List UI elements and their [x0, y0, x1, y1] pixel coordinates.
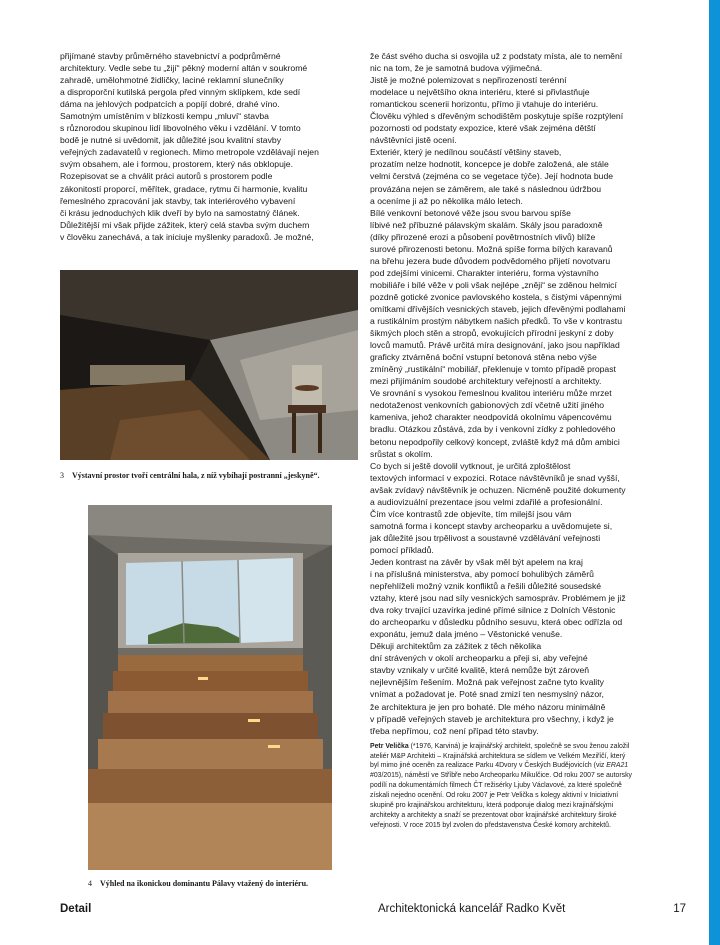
- left-paragraph-1: přijímané stavby průměrného stavebnictví a podprůměrné architektury. Vedle sebe tu „žijí“ pěkný moderní altán v soukromé zahradě, umělohmotné židličky, laciné reklamní slunečníky a disproporční kutilská pergola před vinným sklípkem, kde sedí dáma na jehlových podpatcích a popíjí dobré, drahé víno.: [60, 51, 308, 110]
- figure-3-photo: [60, 270, 358, 460]
- figure-4-caption-text: Výhled na ikonickou dominantu Pálavy vtažený do interiéru.: [100, 879, 309, 888]
- left-paragraph-3: Rozepisovat se a chválit práci autorů s prostorem podle zákonitostí proporcí, měřítek, gradace, rytmu či harmonie, kvalitu řemeslného zpracování jak stavby, tak interiérového vybavení či krásu jednoduchých klik dveří by bylo na samostatný článek. Důležitější mi však přijde zážitek, který celá stavba svým duchem v člověku zanechává, a tak iniciuje myšlenky paradoxů. Je možné,: [60, 171, 314, 242]
- right-paragraph-1: že část svého ducha si osvojila už z podstaty místa, ale to nemění nic na tom, že je samotná budova výjimečná.: [370, 51, 623, 74]
- right-column: [370, 50, 688, 831]
- right-paragraph-2: Jistě je možné polemizovat s nepřirozeností terénní modelace u největšího okna interiéru, které si přivlastňuje romantickou scenerii horizontu, přímo ji vtahuje do interiéru. Člověku výhled s dřevěným schodištěm poskytuje spíše rozptýlení pozornosti od podstaty expozice, které však zejména dětští návštěvníci jistě ocení.: [370, 75, 624, 146]
- figure-4-number: 4: [88, 879, 92, 888]
- footer-firm-name: Architektonická kancelář Radko Květ: [378, 903, 566, 915]
- author-bio-text-a: (*1976, Karviná) je krajinářský architekt, společně se svou ženou založil ateliér M&P Architekti – Krajinářská architektura se sídlem ve Velkém Meziříčí, který byl mimo jiné oceněn za realizace Parku 4Dvory v Českých Budějovicích (viz: [370, 742, 630, 770]
- figure-3-number: 3: [60, 471, 64, 480]
- right-paragraph-3: Exteriér, který je nedílnou součástí většiny staveb, prozatím nelze hodnotit, koncepce je dobře založená, ale stále velmi čerstvá (zejména co se vegetace týče). Její hodnota bude provázána nejen se záměrem, ale také s následnou údržbou a oceníme ji až po několika málo letech.: [370, 147, 614, 206]
- page-number: 17: [673, 903, 686, 915]
- right-paragraph-8: Děkuji architektům za zážitek z těch několika dní strávených v okolí archeoparku a přeji si, aby veřejné stavby vznikaly v určité kvalitě, která nemůže být zároveň nejlevnějším řešením. Možná pak veřejnost začne tyto kvality vnímat a požadovat je. Poté snad zmizí ten nesmyslný názor, že architektura je jen pro bohaté. Dle mého názoru minimálně v případě veřejných staveb je architektura pro všechny, i když je třeba nepřímou, což není případ této stavby.: [370, 641, 614, 736]
- right-paragraph-5: Co bych si ještě dovolil vytknout, je určitá zploštělost textových informací v expozici. Rotace návštěvníků je snad vyšší, avšak zvídavý návštěvník je ochuzen. Nicméně použité dokumenty a audiovizuální prezentace jsou velmi zdařilé a profesionální.: [370, 460, 626, 507]
- left-column: [60, 50, 360, 243]
- right-paragraph-7: Jeden kontrast na závěr by však měl být apelem na kraj i na příslušná ministerstva, aby pomocí bohulibých záměrů nepřehlíželi možný vznik konfliktů a řešili důležité sousedské vztahy, které jsou nad síly vesnických samospráv. Problémem je již dva roky trvající uzavírka jediné přímé silnice z Dolních Věstonic do archeoparku v důsledku půdního sesuvu, která obec odřízla od exponátu, jemuž dala jméno – Věstonické venuše.: [370, 556, 626, 640]
- left-paragraph-2: Samotným umístěním v blízkosti kempu „mluví“ stavba s různorodou skupinou lidí libovolného věku i vzdělání. V tomto bodě je nutné si uvědomit, jak důležité jsou kvalitní stavby veřejných zadavatelů v regionech. Mimo metropole vzdělávají nejen svým obsahem, ale i formou, prostorem, který nás obklopuje.: [60, 111, 319, 170]
- page-footer: [60, 903, 688, 919]
- figure-4-caption: [88, 878, 358, 889]
- author-name: Petr Velička: [370, 742, 409, 750]
- blue-edge-strip: [709, 0, 720, 945]
- right-paragraph-4: Bílé venkovní betonové věže jsou svou barvou spíše líbivé než příbuzné pálavským skalám. Skály jsou paradoxně (díky přirozené erozi a působení povětrnostních vlivů) blíže surové přirozenosti betonu. Možná spíše forma bílých karavanů na břehu jezera bude důvodem podvědomého přijetí novotvaru pod zdejšími vinicemi. Charakter interiéru, forma výstavního mobiliáře i bílé věže v poli však nejlépe „zněji“ se zděnou helmicí pozdně gotické zvonice pavlovského kostela, s čistými vápennými omítkami dřívějších vesnických staveb, jejich dřevěnými podlahami a rustikálním prostým nábytkem našich předků. To vše v kontrastu šikmých ploch stěn a stropů, evokujících přírodní jeskyní z doby lovců mamutů. Právě určitá míra designování, jako jsou například graficky ztvárněná boční vstupní betonová stěna nebo výše zmíněný „rustikální“ mobiliář, překlenuje v tomto případě propast mezi přijímáním soudobé architektury veřejností a architekty. Ve srovnání s vysokou řemeslnou kvalitou interiéru může mrzet nedotaženost venkovních gabionových zdí včetně užití jiného kameniva, jehož charakter neodpovídá okolnímu vápencovému bradlu. Otázkou zůstává, zda by i venkovní zídky z pohledového betonu nepodpořily celkový koncept, zvláště když má dům ambici srůstat s okolím.: [370, 207, 626, 459]
- author-bio-journal: ERA21: [606, 762, 629, 770]
- footer-section-label: Detail: [60, 903, 92, 915]
- figure-4-photo: [88, 505, 332, 870]
- right-paragraph-6: Čím více kontrastů zde objevíte, tím milejší jsou vám samotná forma i koncept stavby archeoparku a uvědomujete si, jak důležité jsou trpělivost a soustavné vzdělávání veřejnosti pomocí příkladů.: [370, 508, 613, 555]
- figure-3-caption-text: Výstavní prostor tvoří centrální hala, z níž vybíhají postranní „jeskyně“.: [72, 471, 320, 480]
- figure-3-caption: [60, 470, 360, 481]
- author-bio: [370, 742, 688, 831]
- author-bio-text-b: #03/2015), náměstí ve Stříbře nebo Archeoparku Mikulčice. Od roku 2007 se autorsky podílí na dokumentárních filmech ČT režisérky Ljuby Václavové, za které společně získali nejedno ocenění. Od roku 2007 je Petr Velička s kolegy aktivní v Iniciativní skupině pro krajinářskou architekturu, která podporuje dialog mezi krajinářskými architekty a architekty a snaží se prezentovat obor krajinářské architektury široké veřejnosti. V roce 2015 byl zvolen do představenstva České komory architektů.: [370, 772, 632, 829]
